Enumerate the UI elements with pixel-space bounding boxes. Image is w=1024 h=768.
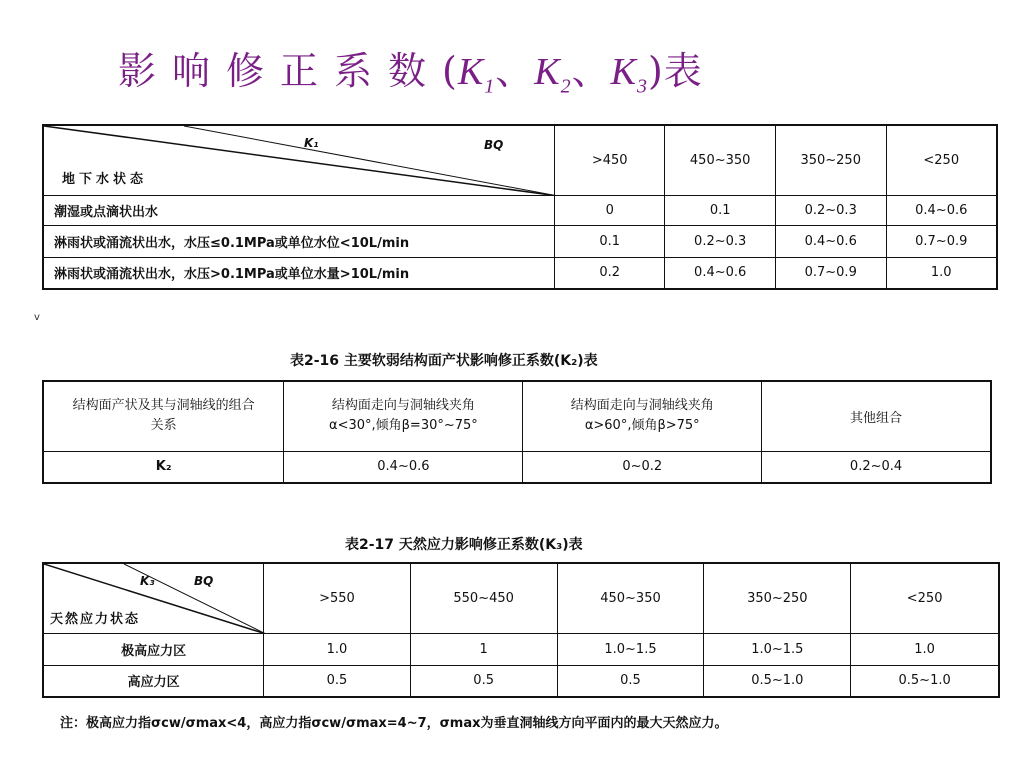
k3-table-caption: 表2-17 天然应力影响修正系数(K₃)表	[345, 537, 583, 553]
table-row	[43, 451, 991, 483]
k3-corner-right: BQ	[194, 574, 214, 588]
title-sep-2: 、	[571, 49, 611, 93]
k1-row-label: 淋雨状或涌流状出水，水压>0.1MPa或单位水量>10L/min	[43, 257, 555, 289]
k2-cell: 0.2~0.4	[762, 451, 991, 483]
k1-cell: 0.7~0.9	[775, 257, 886, 289]
k1-header-2: 450~350	[665, 125, 776, 195]
k1-cell: 0.2	[555, 257, 665, 289]
title-k1-sub: 1	[484, 75, 496, 98]
k2-header-3-line2: α>60°,倾角β>75°	[584, 418, 700, 434]
k3-header-4: 350~250	[704, 563, 851, 633]
k3-header-1: >550	[264, 563, 411, 633]
k3-header-2: 550~450	[410, 563, 557, 633]
k3-cell: 0.5	[264, 665, 411, 697]
k2-header-2-line1: 结构面走向与洞轴线夹角	[331, 398, 475, 414]
k1-cell: 0.4~0.6	[665, 257, 776, 289]
title-k1	[457, 51, 496, 98]
table-row	[43, 195, 997, 225]
title-text: 影响修正系数	[118, 49, 443, 93]
k3-row-label: 高应力区	[43, 665, 264, 697]
title-suffix: 表	[663, 49, 703, 93]
k3-row-label: 极高应力区	[43, 633, 264, 665]
k2-header-3	[523, 381, 762, 451]
k1-cell: 0.7~0.9	[886, 225, 997, 257]
title-k3-sub: 3	[636, 75, 648, 98]
k1-corner-bottom: 地下水状态	[62, 172, 148, 187]
title-k3-letter: K	[610, 51, 637, 93]
k1-cell: 0.1	[665, 195, 776, 225]
k3-cell: 0.5~1.0	[851, 665, 999, 697]
k1-cell: 0.1	[555, 225, 665, 257]
k2-header-1-text: 结构面产状及其与洞轴线的组合关系	[72, 398, 255, 434]
k1-corner-top: K₁	[304, 136, 319, 150]
k2-cell: 0~0.2	[523, 451, 762, 483]
k2-header-3-line1: 结构面走向与洞轴线夹角	[570, 398, 714, 414]
title-paren-open: (	[442, 49, 458, 93]
k3-corner-cell	[43, 563, 264, 633]
k2-header-1	[43, 381, 284, 451]
k3-cell: 1.0~1.5	[704, 633, 851, 665]
k2-header-4: 其他组合	[762, 381, 991, 451]
k3-corner-top: K₃	[140, 574, 155, 588]
k2-header-2	[284, 381, 523, 451]
k1-cell: 0.2~0.3	[665, 225, 776, 257]
k2-table	[42, 380, 992, 484]
title-k2-sub: 2	[560, 75, 572, 98]
k1-header-1: >450	[555, 125, 665, 195]
k1-corner-right: BQ	[484, 138, 504, 152]
k3-cell: 1.0	[264, 633, 411, 665]
title-k2	[534, 51, 572, 98]
k3-table	[42, 562, 1000, 698]
k2-row-label: K₂	[43, 451, 284, 483]
table-row	[43, 225, 997, 257]
stray-mark: ⅴ	[34, 312, 40, 323]
k2-header-2-line2: α<30°,倾角β=30°~75°	[329, 418, 478, 434]
k1-row-label: 潮湿或点滴状出水	[43, 195, 555, 225]
k2-table-caption: 表2-16 主要软弱结构面产状影响修正系数(K₂)表	[290, 353, 598, 369]
k2-header-row	[43, 381, 991, 451]
k1-cell: 1.0	[886, 257, 997, 289]
k2-cell: 0.4~0.6	[284, 451, 523, 483]
k3-cell: 0.5	[557, 665, 704, 697]
title-k2-letter: K	[534, 51, 561, 93]
table-row	[43, 257, 997, 289]
k3-header-row	[43, 563, 999, 633]
k1-header-row	[43, 125, 997, 195]
k3-header-3: 450~350	[557, 563, 704, 633]
k1-header-3: 350~250	[775, 125, 886, 195]
title-paren-close: )	[647, 49, 664, 93]
title-sep-1: 、	[495, 49, 535, 93]
title-k3	[610, 51, 648, 98]
k1-corner-cell	[43, 125, 555, 195]
k1-cell: 0	[555, 195, 665, 225]
k3-corner-bottom: 天然应力状态	[50, 612, 141, 627]
page-title	[118, 40, 703, 99]
footnote: 注：极高应力指σcw/σmax<4，高应力指σcw/σmax=4~7，σmax为垂直洞轴线方向平面内的最大天然应力。	[60, 716, 728, 731]
k3-cell: 0.5	[410, 665, 557, 697]
k3-cell: 1.0~1.5	[557, 633, 704, 665]
k1-row-label: 淋雨状或涌流状出水，水压≤0.1MPa或单位水位<10L/min	[43, 225, 555, 257]
k3-cell: 1	[410, 633, 557, 665]
k3-cell: 0.5~1.0	[704, 665, 851, 697]
k3-cell: 1.0	[851, 633, 999, 665]
k1-cell: 0.2~0.3	[775, 195, 886, 225]
k1-header-4: <250	[886, 125, 997, 195]
k1-cell: 0.4~0.6	[775, 225, 886, 257]
k1-cell: 0.4~0.6	[886, 195, 997, 225]
table-row	[43, 665, 999, 697]
k1-table	[42, 124, 998, 290]
title-k1-letter: K	[457, 51, 485, 93]
k3-header-5: <250	[851, 563, 999, 633]
table-row	[43, 633, 999, 665]
